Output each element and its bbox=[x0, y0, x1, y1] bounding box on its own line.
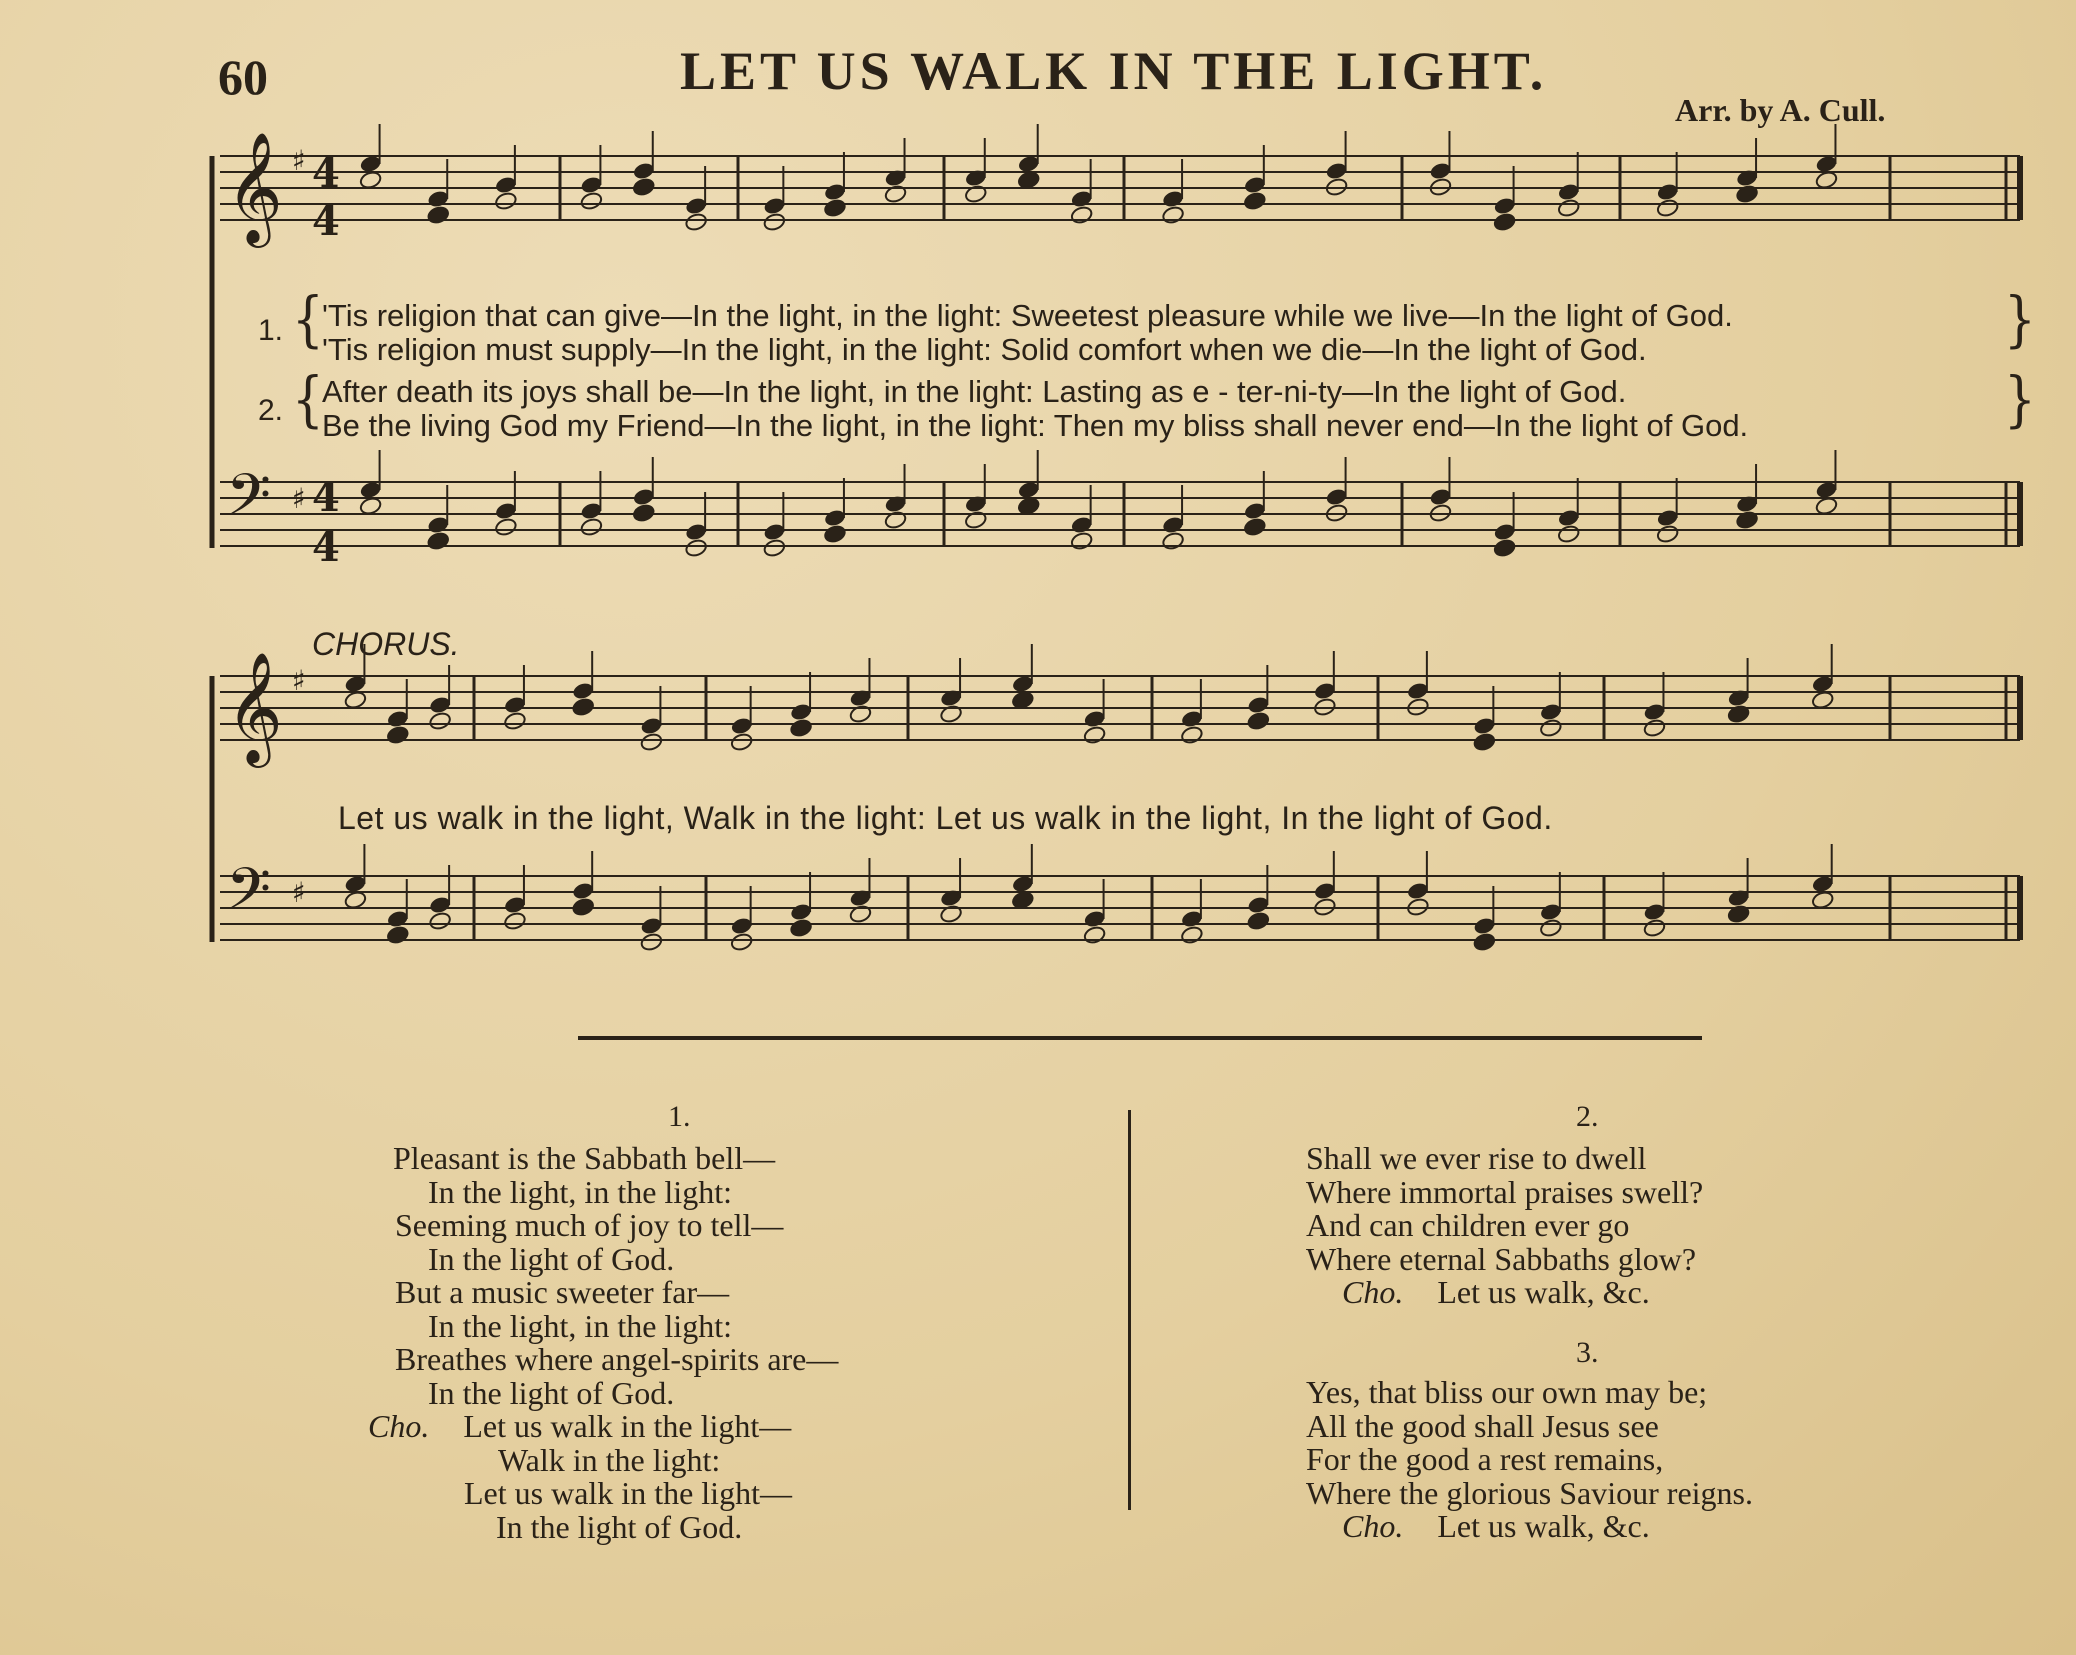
time-signature-bottom-bass: 4 bbox=[312, 524, 340, 571]
note-head bbox=[1243, 517, 1267, 537]
note-head bbox=[1656, 524, 1680, 544]
note-head bbox=[580, 191, 604, 211]
stanza-line: Where eternal Sabbaths glow? bbox=[1306, 1240, 1697, 1277]
verse-2-line-2: Be the living God my Friend—In the light, in the light: Then my bliss shall never end—In the light of God. bbox=[322, 408, 1749, 443]
sharp-icon: ♯ bbox=[292, 664, 306, 697]
note-head bbox=[426, 205, 450, 225]
note-head bbox=[789, 918, 813, 938]
stanza-line: Shall we ever rise to dwell bbox=[1306, 1140, 1647, 1176]
arranger-credit: Arr. by A. Cull. bbox=[1675, 92, 1886, 128]
note-head bbox=[571, 697, 595, 717]
note-head bbox=[684, 212, 708, 232]
chorus-label: CHORUS. bbox=[312, 626, 460, 662]
stanza-line: All the good shall Jesus see bbox=[1306, 1407, 1659, 1444]
note-head bbox=[503, 711, 527, 731]
note-head bbox=[428, 711, 452, 731]
note-head bbox=[1493, 538, 1517, 558]
stanza-line: Breathes where angel-spirits are— bbox=[395, 1341, 839, 1377]
stanza-line: In the light, in the light: bbox=[428, 1307, 732, 1344]
section-divider bbox=[578, 1036, 1702, 1040]
note-head bbox=[1557, 198, 1581, 218]
stanza-line: Where immortal praises swell? bbox=[1306, 1173, 1704, 1210]
stanza-number-3: 3. bbox=[1576, 1336, 1599, 1369]
note-head bbox=[1643, 918, 1667, 938]
note-head bbox=[359, 496, 383, 516]
stanza-1 bbox=[368, 1142, 838, 1544]
stanza-line: Yes, that bliss our own may be; bbox=[1306, 1374, 1708, 1410]
stanza-line: But a music sweeter far— bbox=[395, 1274, 730, 1310]
stanza-line: Let us walk, &c. bbox=[1437, 1508, 1650, 1544]
stanza-line: Seeming much of joy to tell— bbox=[395, 1207, 784, 1243]
note-head bbox=[1083, 925, 1107, 945]
note-head bbox=[494, 191, 518, 211]
bass-clef-icon: 𝄢 bbox=[226, 855, 272, 937]
page-number: 60 bbox=[218, 49, 268, 105]
note-head bbox=[1017, 496, 1041, 516]
note-head bbox=[1011, 890, 1035, 910]
time-signature-top-treble: 4 bbox=[312, 150, 340, 197]
stanza-line: For the good a rest remains, bbox=[1306, 1441, 1664, 1477]
stanza-2 bbox=[1306, 1142, 1703, 1310]
note-head bbox=[730, 732, 754, 752]
treble-clef-icon: 𝄞 bbox=[226, 131, 283, 243]
note-head bbox=[571, 897, 595, 917]
note-head bbox=[1656, 198, 1680, 218]
note-head bbox=[1070, 205, 1094, 225]
chorus-abbrev: Cho. bbox=[1342, 1508, 1404, 1544]
time-signature-bottom-treble: 4 bbox=[312, 198, 340, 245]
note-head bbox=[1811, 890, 1835, 910]
note-head bbox=[1539, 918, 1563, 938]
note-head bbox=[503, 911, 527, 931]
note-head bbox=[1070, 531, 1094, 551]
note-head bbox=[684, 538, 708, 558]
chorus-abbrev: Cho. bbox=[1342, 1274, 1404, 1310]
stanza-line: Let us walk in the light— bbox=[464, 1475, 792, 1511]
note-head bbox=[344, 890, 368, 910]
note-head bbox=[763, 538, 787, 558]
note-head bbox=[344, 690, 368, 710]
verse-number-1: 1. bbox=[258, 314, 284, 347]
note-head bbox=[1473, 932, 1497, 952]
stanza-number-1: 1. bbox=[668, 1100, 691, 1133]
note-head bbox=[1557, 524, 1581, 544]
song-title: LET US WALK IN THE LIGHT. bbox=[680, 41, 1548, 101]
note-head bbox=[1643, 718, 1667, 738]
stanza-line: In the light of God. bbox=[428, 1374, 675, 1411]
sharp-icon: ♯ bbox=[292, 876, 306, 909]
note-head bbox=[494, 517, 518, 537]
verse-1-line-2: 'Tis religion must supply—In the light, in the light: Solid comfort when we die—In the light of God. bbox=[322, 332, 1647, 367]
note-head bbox=[386, 925, 410, 945]
stanza-line: Let us walk in the light— bbox=[463, 1408, 792, 1444]
note-head bbox=[823, 198, 847, 218]
note-head bbox=[763, 212, 787, 232]
stanza-line: And can children ever go bbox=[1306, 1207, 1630, 1243]
note-head bbox=[1161, 205, 1185, 225]
verse-1-line-1: 'Tis religion that can give—In the light, in the light: Sweetest pleasure while we live—In the light of God. bbox=[322, 298, 1733, 333]
note-head bbox=[580, 517, 604, 537]
verse-brace-right: } bbox=[2004, 364, 2036, 434]
note-head bbox=[632, 177, 656, 197]
note-head bbox=[1473, 732, 1497, 752]
note-head bbox=[1083, 725, 1107, 745]
verse-brace-left: { bbox=[292, 284, 324, 354]
chorus-lyrics: Let us walk in the light, Walk in the light: Let us walk in the light, In the light of God. bbox=[338, 800, 1553, 836]
note-head bbox=[1011, 690, 1035, 710]
note-head bbox=[1180, 725, 1204, 745]
verse-brace-left: { bbox=[292, 364, 324, 434]
note-head bbox=[1247, 911, 1271, 931]
note-head bbox=[428, 911, 452, 931]
treble-clef-icon: 𝄞 bbox=[226, 651, 283, 763]
note-head bbox=[359, 170, 383, 190]
note-head bbox=[1815, 496, 1839, 516]
stanza-line: In the light of God. bbox=[496, 1508, 743, 1545]
column-divider bbox=[1128, 1110, 1131, 1510]
sharp-icon: ♯ bbox=[292, 482, 306, 515]
note-head bbox=[386, 725, 410, 745]
verse-number-2: 2. bbox=[258, 394, 284, 427]
note-head bbox=[1161, 531, 1185, 551]
note-head bbox=[426, 531, 450, 551]
note-head bbox=[640, 932, 664, 952]
note-head bbox=[1247, 711, 1271, 731]
note-head bbox=[1180, 925, 1204, 945]
note-head bbox=[1539, 718, 1563, 738]
stanza-line: Let us walk, &c. bbox=[1437, 1274, 1650, 1310]
stanza-line: In the light, in the light: bbox=[428, 1173, 732, 1210]
bass-clef-icon: 𝄢 bbox=[226, 461, 272, 543]
note-head bbox=[1811, 690, 1835, 710]
note-head bbox=[1017, 170, 1041, 190]
stanza-line: In the light of God. bbox=[428, 1240, 675, 1277]
stanza-number-2: 2. bbox=[1576, 1100, 1599, 1133]
note-head bbox=[1243, 191, 1267, 211]
note-head bbox=[730, 932, 754, 952]
note-head bbox=[632, 503, 656, 523]
sharp-icon: ♯ bbox=[292, 144, 306, 177]
note-head bbox=[1815, 170, 1839, 190]
time-signature-top-bass: 4 bbox=[312, 474, 340, 521]
note-head bbox=[640, 732, 664, 752]
stanza-line: Walk in the light: bbox=[498, 1441, 721, 1478]
chorus-abbrev: Cho. bbox=[368, 1408, 430, 1444]
stanza-line: Pleasant is the Sabbath bell— bbox=[393, 1140, 776, 1176]
note-head bbox=[823, 524, 847, 544]
verse-brace-right: } bbox=[2004, 284, 2036, 354]
verse-2-line-1: After death its joys shall be—In the light, in the light: Lasting as e - ter-ni-ty—In the light of God. bbox=[322, 374, 1627, 409]
note-head bbox=[789, 718, 813, 738]
stanza-line: Where the glorious Saviour reigns. bbox=[1306, 1474, 1753, 1511]
stanza-3 bbox=[1306, 1376, 1753, 1544]
note-head bbox=[1493, 212, 1517, 232]
